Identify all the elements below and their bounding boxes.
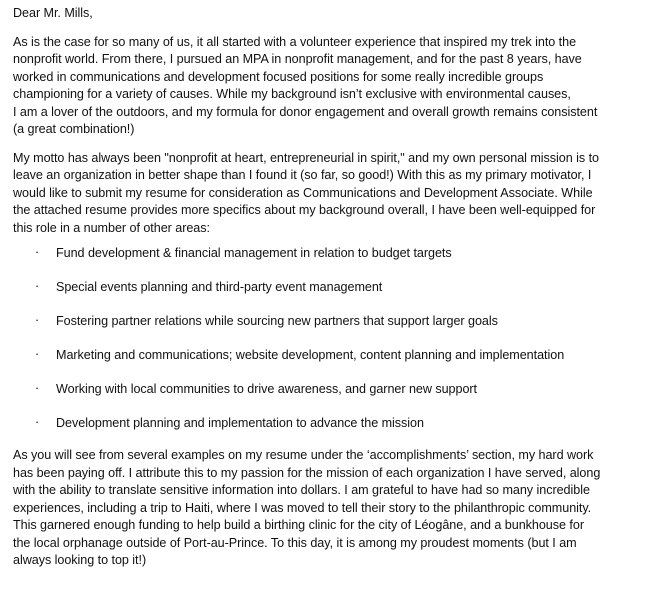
bullet-marker: · [35, 415, 40, 429]
bullet-marker: · [35, 245, 40, 259]
paragraph-line: This garnered enough funding to help build a birthing clinic for the city of Léogâne, and a bunkhouse for [13, 518, 584, 532]
paragraph-accomplishments [13, 447, 641, 570]
paragraph-line: leave an organization in better shape than I found it (so far, so good!) With this as my primary motivator, I [13, 168, 592, 182]
paragraph-line: experiences, including a trip to Haiti, where I was moved to tell their story to the philanthropic community. [13, 500, 592, 515]
paragraph-line: worked in communications and development focused positions for some really incredible groups [13, 69, 544, 84]
skills-list [13, 245, 641, 442]
paragraph-line: has been paying off. I attribute this to my passion for the mission of each organization I have served, along [13, 465, 601, 480]
greeting: Dear Mr. Mills, [13, 6, 93, 20]
paragraph-intro [13, 34, 641, 139]
bullet-marker: · [35, 313, 40, 327]
list-item [13, 347, 641, 381]
list-item [13, 381, 641, 415]
paragraph-line: My motto has always been "nonprofit at heart, entrepreneurial in spirit," and my own personal mission is to [13, 150, 599, 165]
bullet-marker: · [35, 347, 40, 361]
paragraph-line: the local orphanage outside of Port-au-Prince. To this day, it is among my proudest moments (but I am [13, 535, 577, 550]
paragraph-line: this role in a number of other areas: [13, 220, 210, 235]
list-item [13, 313, 641, 347]
list-item [13, 245, 641, 279]
list-item-text: Fostering partner relations while sourcing new partners that support larger goals [56, 314, 498, 328]
list-item-text: Development planning and implementation to advance the mission [56, 416, 424, 430]
list-item [13, 279, 641, 313]
paragraph-line: always looking to top it!) [13, 553, 147, 567]
paragraph-line: would like to submit my resume for consideration as Communications and Development Associate. While [13, 185, 593, 200]
list-item-text: Fund development & financial management in relation to budget targets [56, 246, 452, 260]
paragraph-motto [13, 150, 641, 238]
bullet-marker: · [35, 381, 40, 395]
paragraph-line: (a great combination!) [13, 122, 135, 136]
bullet-marker: · [35, 279, 40, 293]
list-item-text: Marketing and communications; website development, content planning and implementation [56, 348, 565, 362]
cover-letter [13, 5, 641, 570]
list-item-text: Working with local communities to drive awareness, and garner new support [56, 382, 478, 396]
paragraph-line: I am a lover of the outdoors, and my formula for donor engagement and overall growth remains consistent [13, 104, 598, 119]
paragraph-line: nonprofit world. From there, I pursued an MPA in nonprofit management, and for the past 8 years, have [13, 52, 582, 66]
paragraph-line: As is the case for so many of us, it all started with a volunteer experience that inspired my trek into the [13, 34, 577, 49]
paragraph-line: the attached resume provides more specifics about my background overall, I have been well-equipped for [13, 203, 596, 217]
paragraph-line: championing for a variety of causes. While my background isn’t exclusive with environmental causes, [13, 87, 571, 101]
list-item-text: Special events planning and third-party event management [56, 280, 383, 294]
paragraph-line: with the ability to translate sensitive information into dollars. I am grateful to have had so many incredible [13, 483, 590, 497]
paragraph-line: As you will see from several examples on my resume under the ‘accomplishments’ section, my hard work [13, 448, 594, 462]
list-item [13, 415, 641, 442]
